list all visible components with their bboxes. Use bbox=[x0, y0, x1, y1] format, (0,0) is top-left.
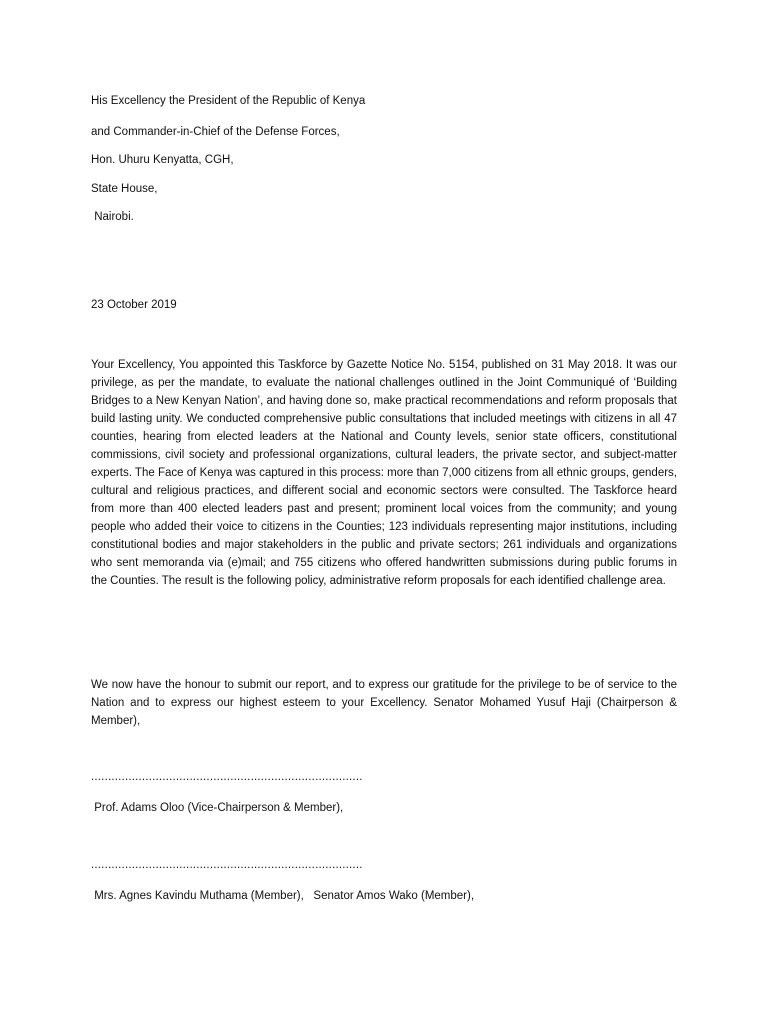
address-line-5: Nairobi. bbox=[91, 211, 134, 223]
address-line-2: and Commander-in-Chief of the Defense Forces, bbox=[91, 126, 340, 138]
signature-line-1: ................................................................................ bbox=[91, 771, 363, 783]
body-paragraph-2: We now have the honour to submit our report, and to express our gratitude for the privilege to be of service to the Nation and to express our highest esteem to your Excellency. Senator Mohamed Yusuf Haji (Chairperson & Member), bbox=[91, 679, 677, 727]
signatory-2: Mrs. Agnes Kavindu Muthama (Member), Senator Amos Wako (Member), bbox=[91, 890, 475, 902]
address-line-3: Hon. Uhuru Kenyatta, CGH, bbox=[91, 154, 234, 166]
signatory-1: Prof. Adams Oloo (Vice-Chairperson & Member), bbox=[91, 802, 344, 814]
address-line-4: State House, bbox=[91, 183, 158, 195]
letter-date: 23 October 2019 bbox=[91, 299, 177, 311]
body-paragraph-1: Your Excellency, You appointed this Taskforce by Gazette Notice No. 5154, published on 31 May 2018. It was our privilege, as per the mandate, to evaluate the national challenges outlined in the Joint Communiqué of ‘Building Bridges to a New Kenyan Nation’, and having done so, make practical recommendations and reform proposals that build lasting unity. We conducted comprehensive public consultations that included meetings with citizens in all 47 counties, hearing from elected leaders at the National and County levels, senior state officers, constitutional commissions, civil society and professional organizations, cultural leaders, the private sector, and subject-matter experts. The Face of Kenya was captured in this process: more than 7,000 citizens from all ethnic groups, genders, cultural and religious practices, and different social and economic sectors were consulted. The Taskforce heard from more than 400 elected leaders past and present; prominent local voices from the community; and young people who added their voice to citizens in the Counties; 123 individuals representing major institutions, including constitutional bodies and major stakeholders in the public and private sectors; 261 individuals and organizations who sent memoranda via (e)mail; and 755 citizens who offered handwritten submissions during public forums in the Counties. The result is the following policy, administrative reform proposals for each identified challenge area. bbox=[91, 359, 677, 587]
signature-line-2: ................................................................................ bbox=[91, 859, 363, 871]
address-line-1: His Excellency the President of the Republic of Kenya bbox=[91, 95, 366, 107]
